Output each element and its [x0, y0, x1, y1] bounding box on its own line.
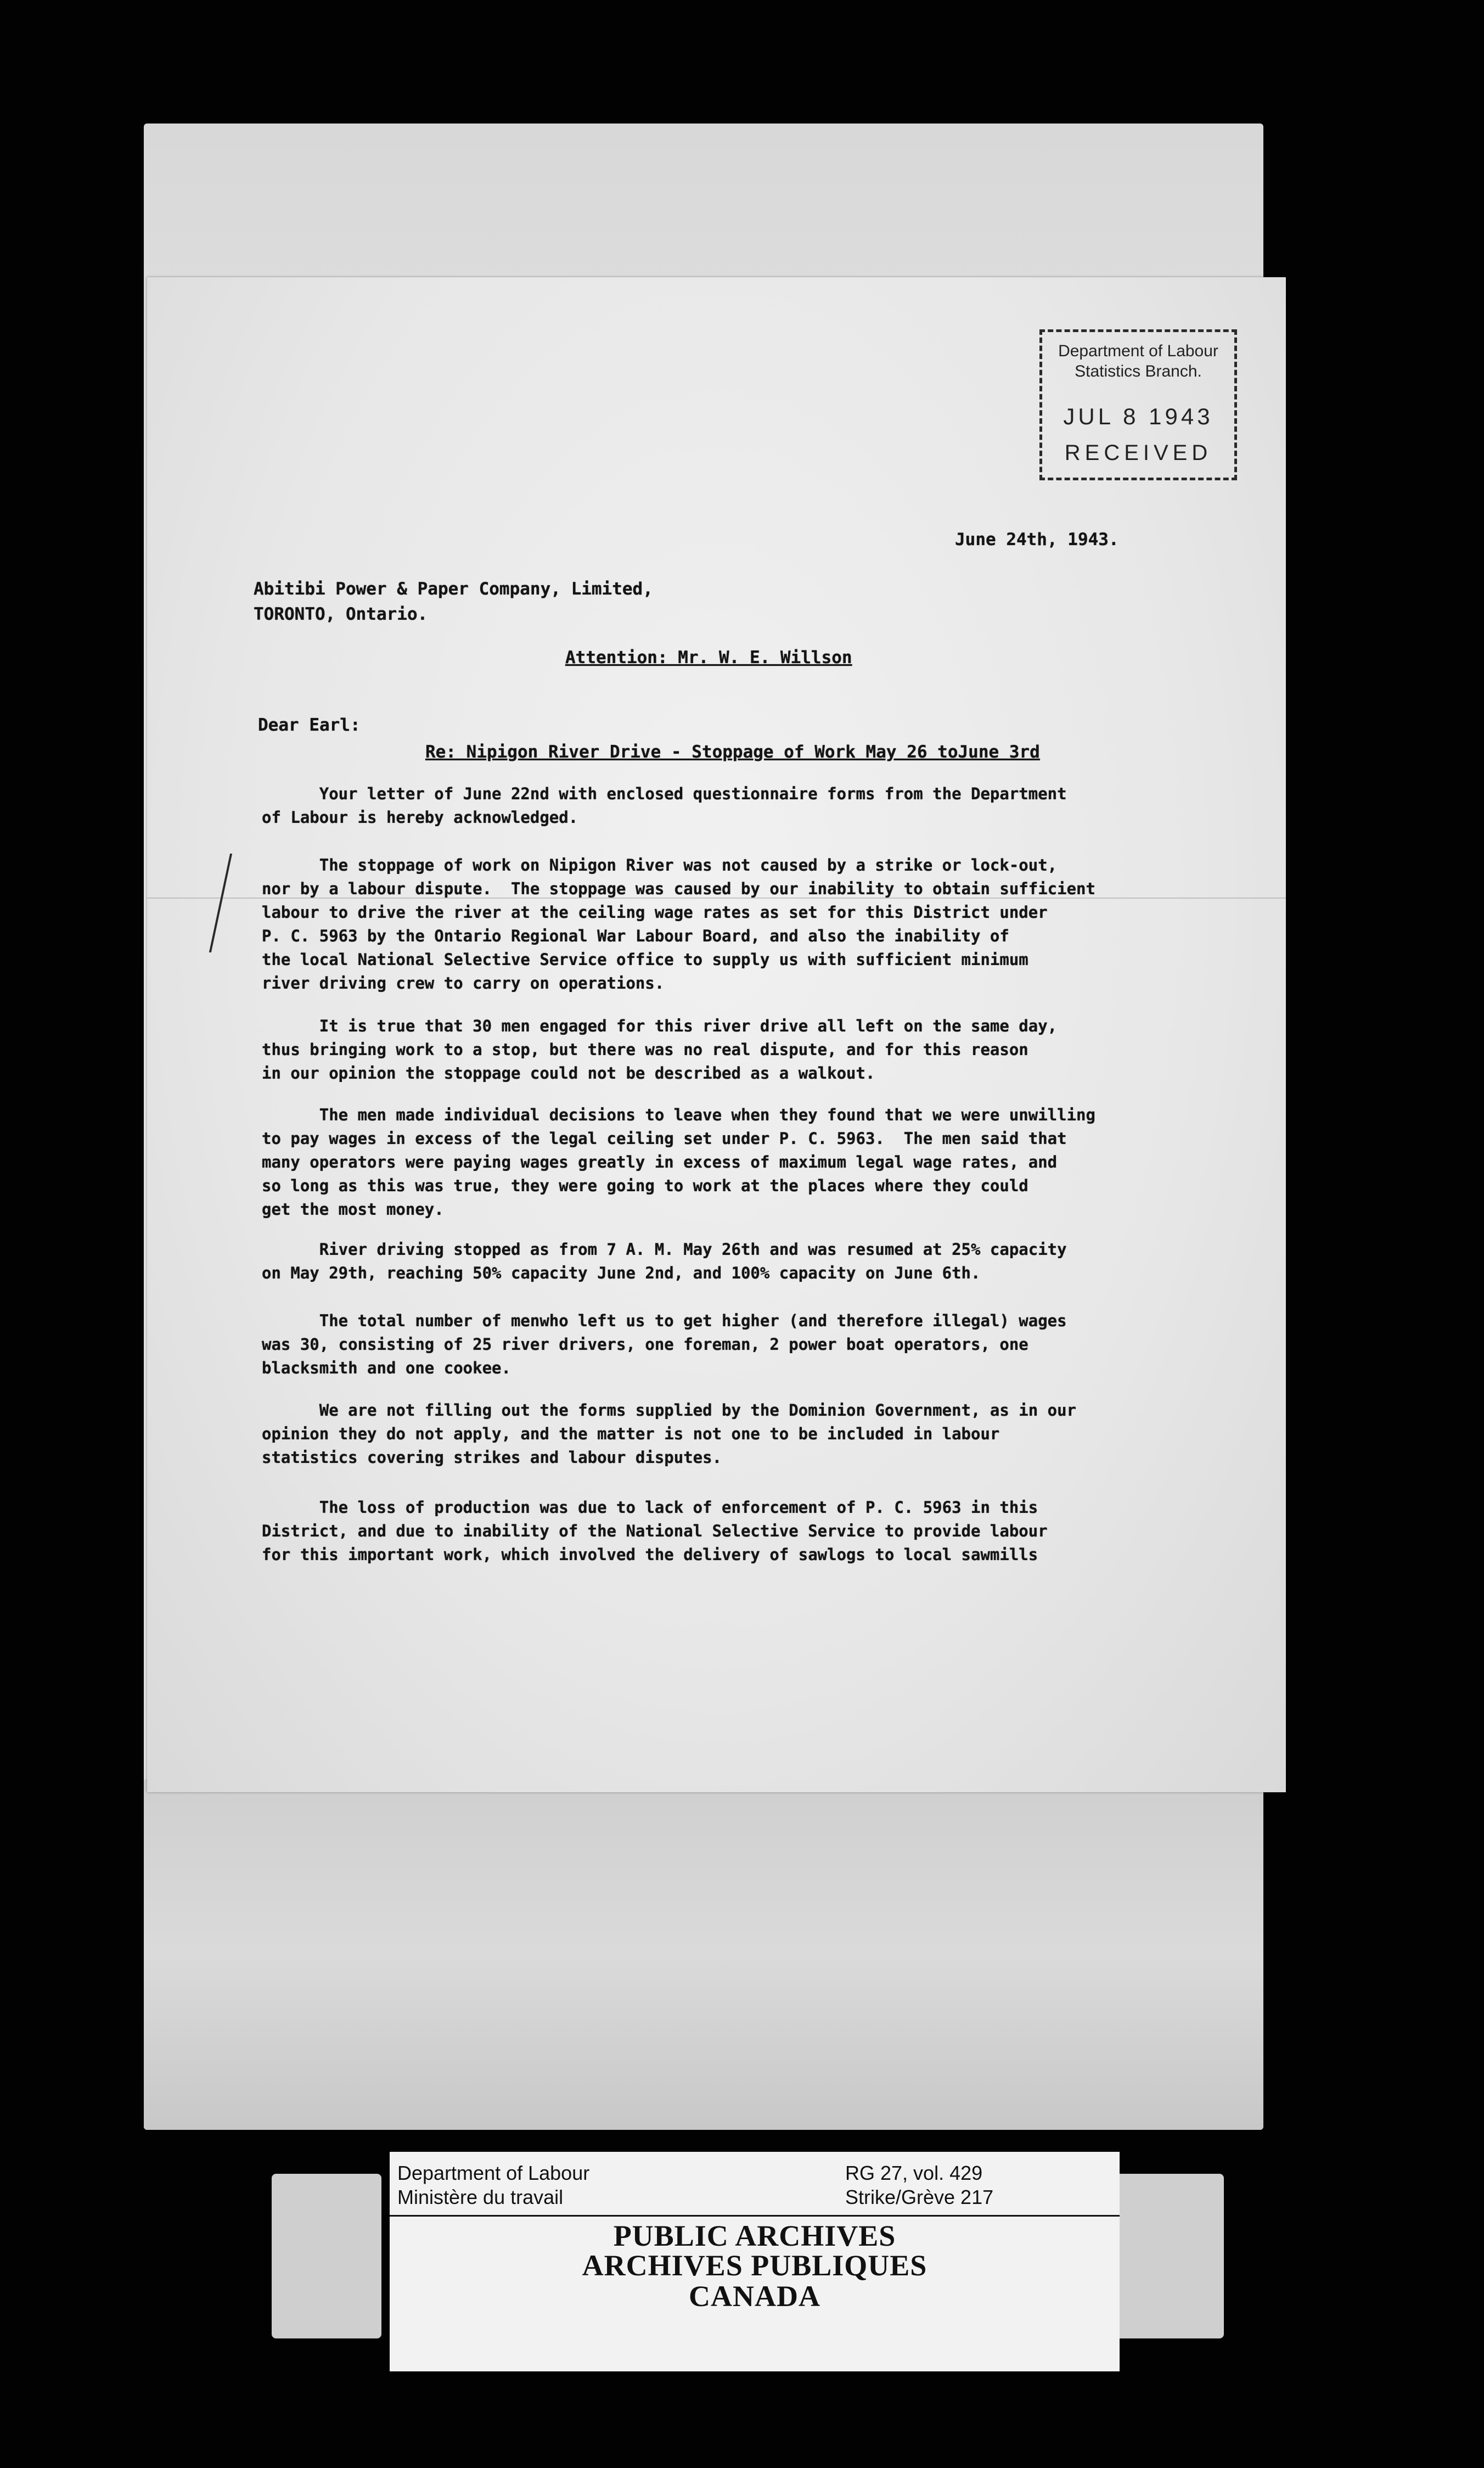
label-dept-fr: Ministère du travail [397, 2186, 564, 2208]
stamp-department: Department of Labour [1058, 342, 1218, 360]
paragraph: The men made individual decisions to leave when they found that we were unwilling to pay wages in excess of the legal ceiling set under P. C. 5963. The men said that many operators were paying wages greatly in excess of maximum legal wage rates, and so long as this was true, they were going to work at the places where they could get the most money. [262, 1106, 1095, 1219]
salutation: Dear Earl: [258, 715, 361, 735]
paragraph: The total number of menwho left us to get higher (and therefore illegal) wages was 30, consisting of 25 river drivers, one foreman, 2 power boat operators, one blacksmith and one cookee. [262, 1311, 1067, 1377]
label-tab-right [1114, 2174, 1224, 2338]
stamp-date: JUL 8 1943 [1063, 403, 1213, 429]
addressee-city: TORONTO, Ontario. [254, 604, 428, 624]
subject-line: Re: Nipigon River Drive - Stoppage of Work May 26 toJune 3rd [425, 742, 1040, 762]
label-divider [390, 2215, 1120, 2217]
attention-line: Attention: Mr. W. E. Willson [565, 648, 852, 668]
label-reference: RG 27, vol. 429 [845, 2162, 983, 2184]
label-tab-left [272, 2174, 381, 2338]
addressee-company: Abitibi Power & Paper Company, Limited, [254, 579, 653, 599]
paragraph: The loss of production was due to lack of enforcement of P. C. 5963 in this District, and due to inability of the National Selective Service to provide labour for this important work, which involved the delivery of sawlogs to local sawmills [262, 1498, 1048, 1564]
label-dept-en: Department of Labour [397, 2162, 590, 2184]
paragraph: The stoppage of work on Nipigon River was not caused by a strike or lock-out, nor by a labour dispute. The stoppage was caused by our inability to obtain sufficient labour to drive the river at the ceiling wage rates as set for this District under P. C. 5963 by the Ontario Regional War Labour Board, and also the inability of the local National Selective Service office to supply us with sufficient minimum river driving crew to carry on operations. [262, 856, 1095, 992]
paragraph: River driving stopped as from 7 A. M. May 26th and was resumed at 25% capacity on May 29th, reaching 50% capacity June 2nd, and 100% capacity on June 6th. [262, 1240, 1067, 1282]
paragraph: Your letter of June 22nd with enclosed questionnaire forms from the Department of Labour is hereby acknowledged. [262, 784, 1067, 827]
addressee-block [254, 576, 653, 627]
label-strike-number: Strike/Grève 217 [845, 2186, 994, 2208]
received-stamp [1039, 329, 1237, 480]
paragraph: We are not filling out the forms supplied by the Dominion Government, as in our opinion they do not apply, and the matter is not one to be included in labour statistics covering strikes and labour disputes. [262, 1401, 1077, 1467]
label-archives-publiques: ARCHIVES PUBLIQUES [582, 2249, 928, 2282]
stamp-branch: Statistics Branch. [1075, 362, 1202, 380]
letter-date: June 24th, 1943. [955, 530, 1119, 549]
stamp-received: RECEIVED [1064, 441, 1212, 465]
label-public-archives: PUBLIC ARCHIVES [613, 2219, 896, 2252]
label-country: CANADA [689, 2280, 820, 2313]
paragraph: It is true that 30 men engaged for this river drive all left on the same day, thus bringing work to a stop, but there was no real dispute, and for this reason in our opinion the stoppage could not be described as a walkout. [262, 1017, 1058, 1082]
back-sheet-bottom [144, 1779, 1263, 2130]
archive-label [390, 2152, 1120, 2371]
